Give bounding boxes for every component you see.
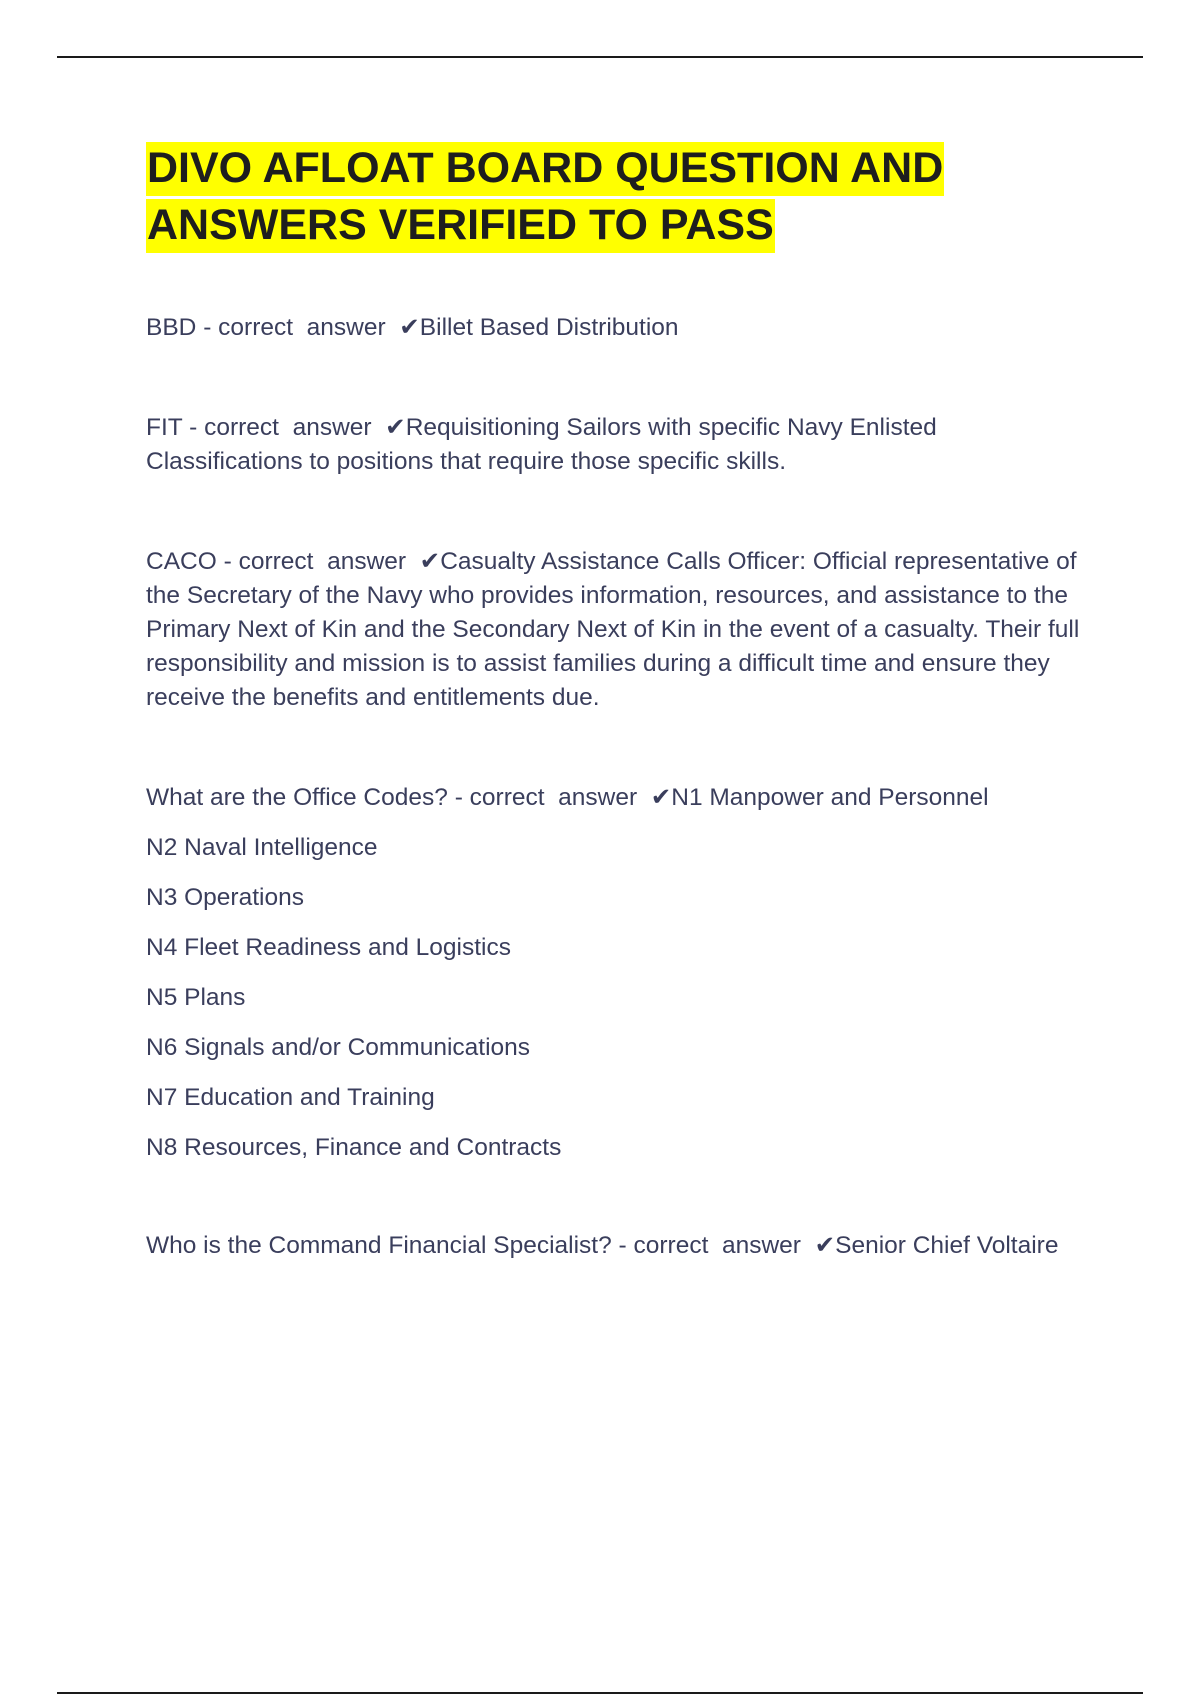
qa-item-cfs — [146, 1229, 1086, 1263]
qa-answer: Requisitioning Sailors with specific Navy Enlisted Classifications to positions that require those specific skills. — [146, 414, 937, 475]
qa-question: What are the Office Codes? — [146, 784, 448, 811]
qa-item-office-codes — [146, 781, 1086, 815]
office-code-line: N5 Plans — [146, 984, 246, 1011]
qa-question: BBD — [146, 314, 197, 341]
qa-question: FIT — [146, 414, 183, 441]
qa-answer-label: - correct answer ✔ — [618, 1232, 836, 1259]
document-title — [146, 140, 1076, 254]
office-code-line: N6 Signals and/or Communications — [146, 1034, 531, 1061]
office-code-line: N7 Education and Training — [146, 1084, 435, 1111]
qa-answer: Senior Chief Voltaire — [835, 1232, 1059, 1259]
qa-answer: N1 Manpower and Personnel — [671, 784, 989, 811]
office-code-line: N2 Naval Intelligence — [146, 834, 378, 861]
qa-question: CACO — [146, 548, 217, 575]
qa-answer-label: - correct answer ✔ — [203, 314, 420, 341]
document-body — [146, 140, 1086, 1263]
document-title-text: DIVO AFLOAT BOARD QUESTION AND ANSWERS VERIFIED TO PASS — [146, 142, 944, 253]
qa-question: Who is the Command Financial Specialist? — [146, 1232, 612, 1259]
office-code-line: N4 Fleet Readiness and Logistics — [146, 934, 511, 961]
qa-answer-label: - correct answer ✔ — [223, 548, 441, 575]
qa-answer-label: - correct answer ✔ — [189, 414, 406, 441]
office-code-line: N8 Resources, Finance and Contracts — [146, 1134, 562, 1161]
qa-item-bbd — [146, 311, 1086, 345]
office-code-line: N3 Operations — [146, 884, 304, 911]
qa-answer-label: - correct answer ✔ — [454, 784, 672, 811]
qa-item-fit — [146, 411, 1086, 479]
qa-answer: Casualty Assistance Calls Officer: Official representative of the Secretary of the Navy who provides information, resources, and assistance to the Primary Next of Kin and the Secondary Next of Kin in the event of a casualty. Their full responsibility and mission is to assist families during a difficult time and ensure they receive the benefits and entitlements due. — [146, 548, 1080, 711]
qa-answer: Billet Based Distribution — [419, 314, 679, 341]
qa-item-caco — [146, 545, 1086, 715]
bottom-rule — [57, 1692, 1143, 1694]
top-rule — [57, 56, 1143, 58]
